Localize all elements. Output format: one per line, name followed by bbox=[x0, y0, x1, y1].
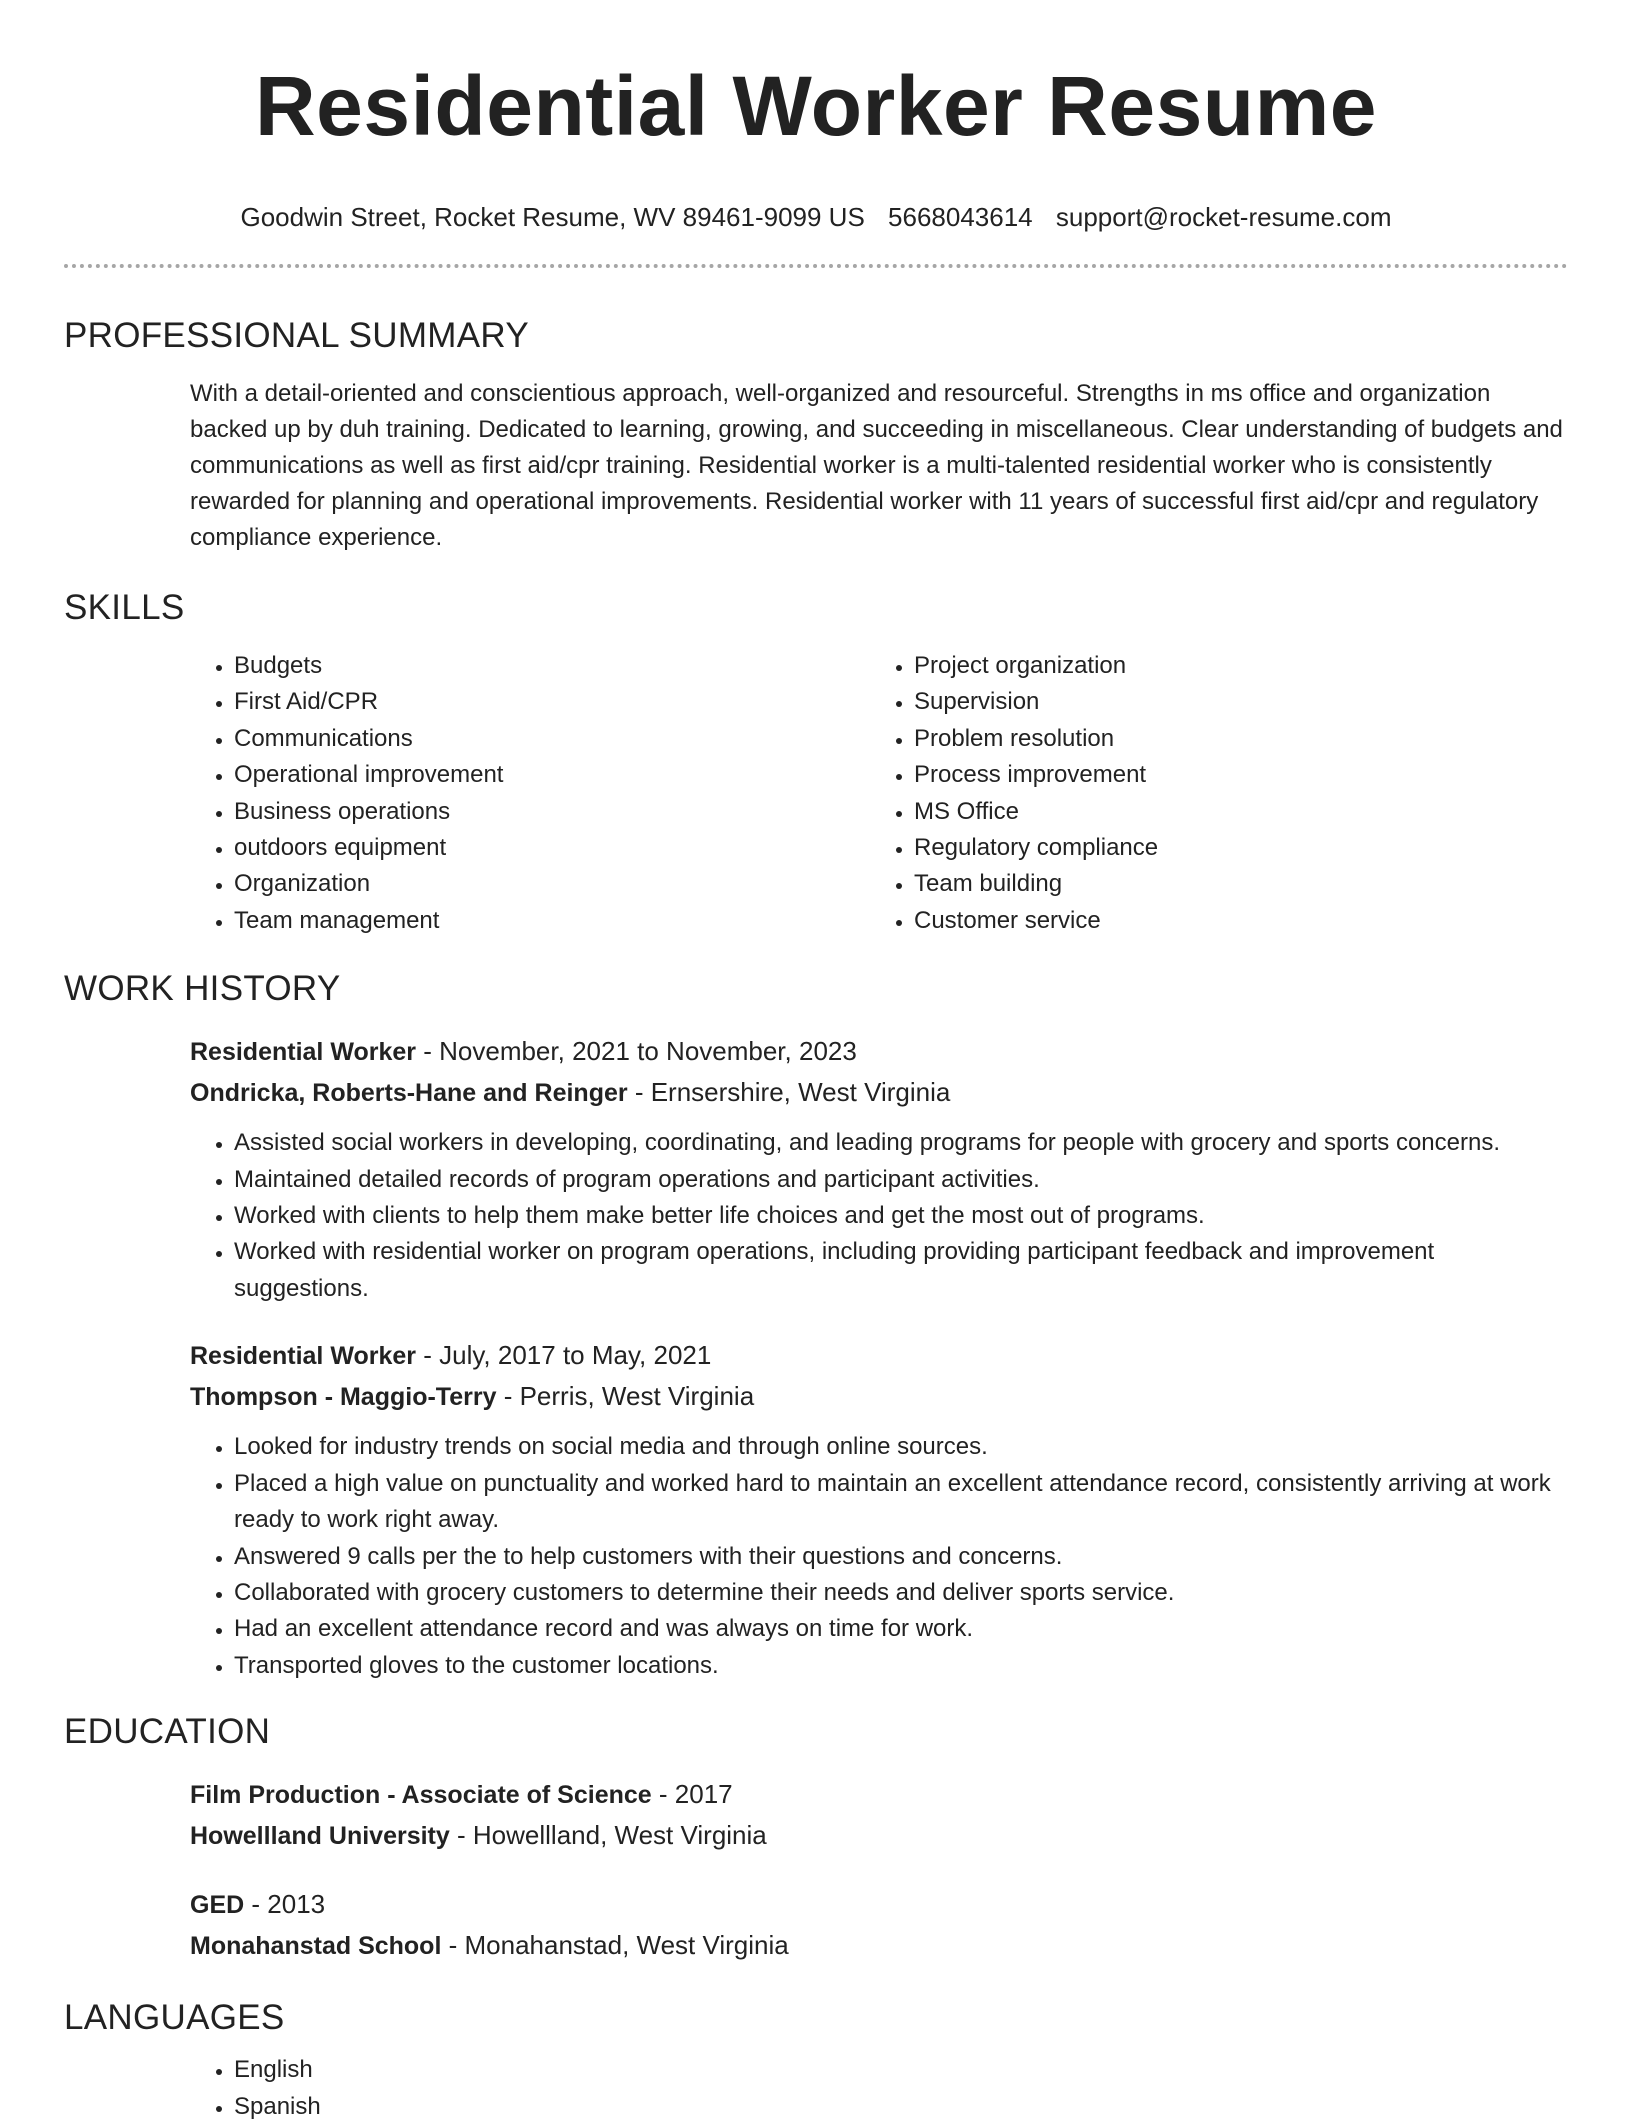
job-duty: • Maintained detailed records of program operations and participant activities. bbox=[234, 1162, 1568, 1198]
languages-list bbox=[190, 2052, 1568, 2125]
job-duty: • Collaborated with grocery customers to determine their needs and deliver sports service. bbox=[234, 1575, 1568, 1611]
job-duty: • Worked with residential worker on program operations, including providing participant feedback and improvement suggestions. bbox=[234, 1234, 1568, 1307]
job-dates: - July, 2017 to May, 2021 bbox=[416, 1340, 712, 1371]
language-item: • Spanish bbox=[234, 2089, 1568, 2125]
job-duty: • Transported gloves to the customer locations. bbox=[234, 1648, 1568, 1684]
job-title-line bbox=[190, 1031, 1568, 1072]
job-entry bbox=[190, 1335, 1568, 1684]
contact-line bbox=[64, 200, 1568, 234]
skill-item: • outdoors equipment bbox=[234, 830, 870, 866]
education-entry bbox=[190, 1884, 1568, 1966]
school: Monahanstad School bbox=[190, 1932, 442, 1961]
job-location: - Perris, West Virginia bbox=[496, 1381, 755, 1412]
skill-item: • Team building bbox=[914, 866, 1158, 902]
contact-phone: 5668043614 bbox=[888, 202, 1033, 232]
skill-item: • Budgets bbox=[234, 648, 870, 684]
skill-item: • Regulatory compliance bbox=[914, 830, 1158, 866]
job-title: Residential Worker bbox=[190, 1038, 417, 1067]
job-duty: • Looked for industry trends on social media and through online sources. bbox=[234, 1429, 1568, 1465]
school-location: - Howellland, West Virginia bbox=[449, 1820, 767, 1851]
language-item: • English bbox=[234, 2052, 1568, 2088]
school: Howellland University bbox=[190, 1822, 450, 1851]
degree-year: - 2013 bbox=[244, 1889, 326, 1920]
degree: Film Production - Associate of Science bbox=[190, 1781, 652, 1810]
summary-text: With a detail-oriented and conscientious approach, well-organized and resourceful. Strengths in ms office and organization backed up by duh training. Dedicated to learning, growing, and succeeding in miscellaneous. Clear understanding of budgets and communications as well as first aid/cpr training. Residential worker is a multi-talented residential worker who is consistently rewarded for planning and operational improvements. Residential worker with 11 years of successful first aid/cpr and regulatory compliance experience. bbox=[190, 380, 1563, 551]
section-heading: LANGUAGES bbox=[64, 1998, 285, 2038]
skill-item: • Supervision bbox=[914, 684, 1158, 720]
skill-item: • Business operations bbox=[234, 794, 870, 830]
education-entry bbox=[190, 1774, 1568, 1856]
job-duty: • Placed a high value on punctuality and worked hard to maintain an excellent attendance record, consistently arriving at work ready to work right away. bbox=[234, 1466, 1568, 1539]
work-history-section bbox=[64, 967, 1568, 1684]
job-company-line bbox=[190, 1072, 1568, 1113]
job-duties bbox=[190, 1125, 1568, 1307]
resume-title: Residential Worker Resume bbox=[254, 59, 1377, 153]
degree-line bbox=[190, 1774, 1568, 1815]
skill-item: • Project organization bbox=[914, 648, 1158, 684]
job-duty: • Had an excellent attendance record and was always on time for work. bbox=[234, 1611, 1568, 1647]
section-heading: EDUCATION bbox=[64, 1712, 271, 1752]
job-company: Thompson - Maggio-Terry bbox=[190, 1383, 497, 1412]
skills-column-right bbox=[870, 648, 1158, 939]
skill-item: • First Aid/CPR bbox=[234, 684, 870, 720]
languages-section bbox=[64, 1996, 1568, 2125]
skills-grid bbox=[64, 648, 1568, 939]
skills-column-left bbox=[190, 648, 870, 939]
contact-email: support@rocket-resume.com bbox=[1055, 202, 1392, 232]
degree-line bbox=[190, 1884, 1568, 1925]
skill-item: • Problem resolution bbox=[914, 721, 1158, 757]
skill-item: • Communications bbox=[234, 721, 870, 757]
contact-address: Goodwin Street, Rocket Resume, WV 89461-9099 US bbox=[240, 202, 865, 232]
job-duties bbox=[190, 1429, 1568, 1684]
job-entry bbox=[190, 1031, 1568, 1307]
job-location: - Ernsershire, West Virginia bbox=[627, 1077, 951, 1108]
school-location: - Monahanstad, West Virginia bbox=[441, 1930, 789, 1961]
job-title: Residential Worker bbox=[190, 1342, 417, 1371]
skill-item: • Customer service bbox=[914, 903, 1158, 939]
education-section bbox=[64, 1710, 1568, 1966]
job-company: Ondricka, Roberts-Hane and Reinger bbox=[190, 1079, 628, 1108]
skill-item: • MS Office bbox=[914, 794, 1158, 830]
degree-year: - 2017 bbox=[651, 1779, 733, 1810]
school-line bbox=[190, 1925, 1568, 1966]
header-divider bbox=[64, 264, 1568, 268]
job-duty: • Assisted social workers in developing, coordinating, and leading programs for people with grocery and sports concerns. bbox=[234, 1125, 1568, 1161]
skill-item: • Organization bbox=[234, 866, 870, 902]
section-heading: SKILLS bbox=[64, 588, 185, 627]
job-title-line bbox=[190, 1335, 1568, 1376]
skill-item: • Operational improvement bbox=[234, 757, 870, 793]
skills-section bbox=[64, 586, 1568, 939]
skill-item: • Process improvement bbox=[914, 757, 1158, 793]
job-dates: - November, 2021 to November, 2023 bbox=[416, 1036, 857, 1067]
degree: GED bbox=[190, 1891, 245, 1920]
job-duty: • Worked with clients to help them make better life choices and get the most out of programs. bbox=[234, 1198, 1568, 1234]
section-heading: WORK HISTORY bbox=[64, 969, 341, 1009]
school-line bbox=[190, 1815, 1568, 1856]
job-company-line bbox=[190, 1376, 1568, 1417]
skill-item: • Team management bbox=[234, 903, 870, 939]
section-heading: PROFESSIONAL SUMMARY bbox=[64, 316, 529, 355]
professional-summary-section bbox=[64, 314, 1568, 556]
job-duty: • Answered 9 calls per the to help customers with their questions and concerns. bbox=[234, 1539, 1568, 1575]
